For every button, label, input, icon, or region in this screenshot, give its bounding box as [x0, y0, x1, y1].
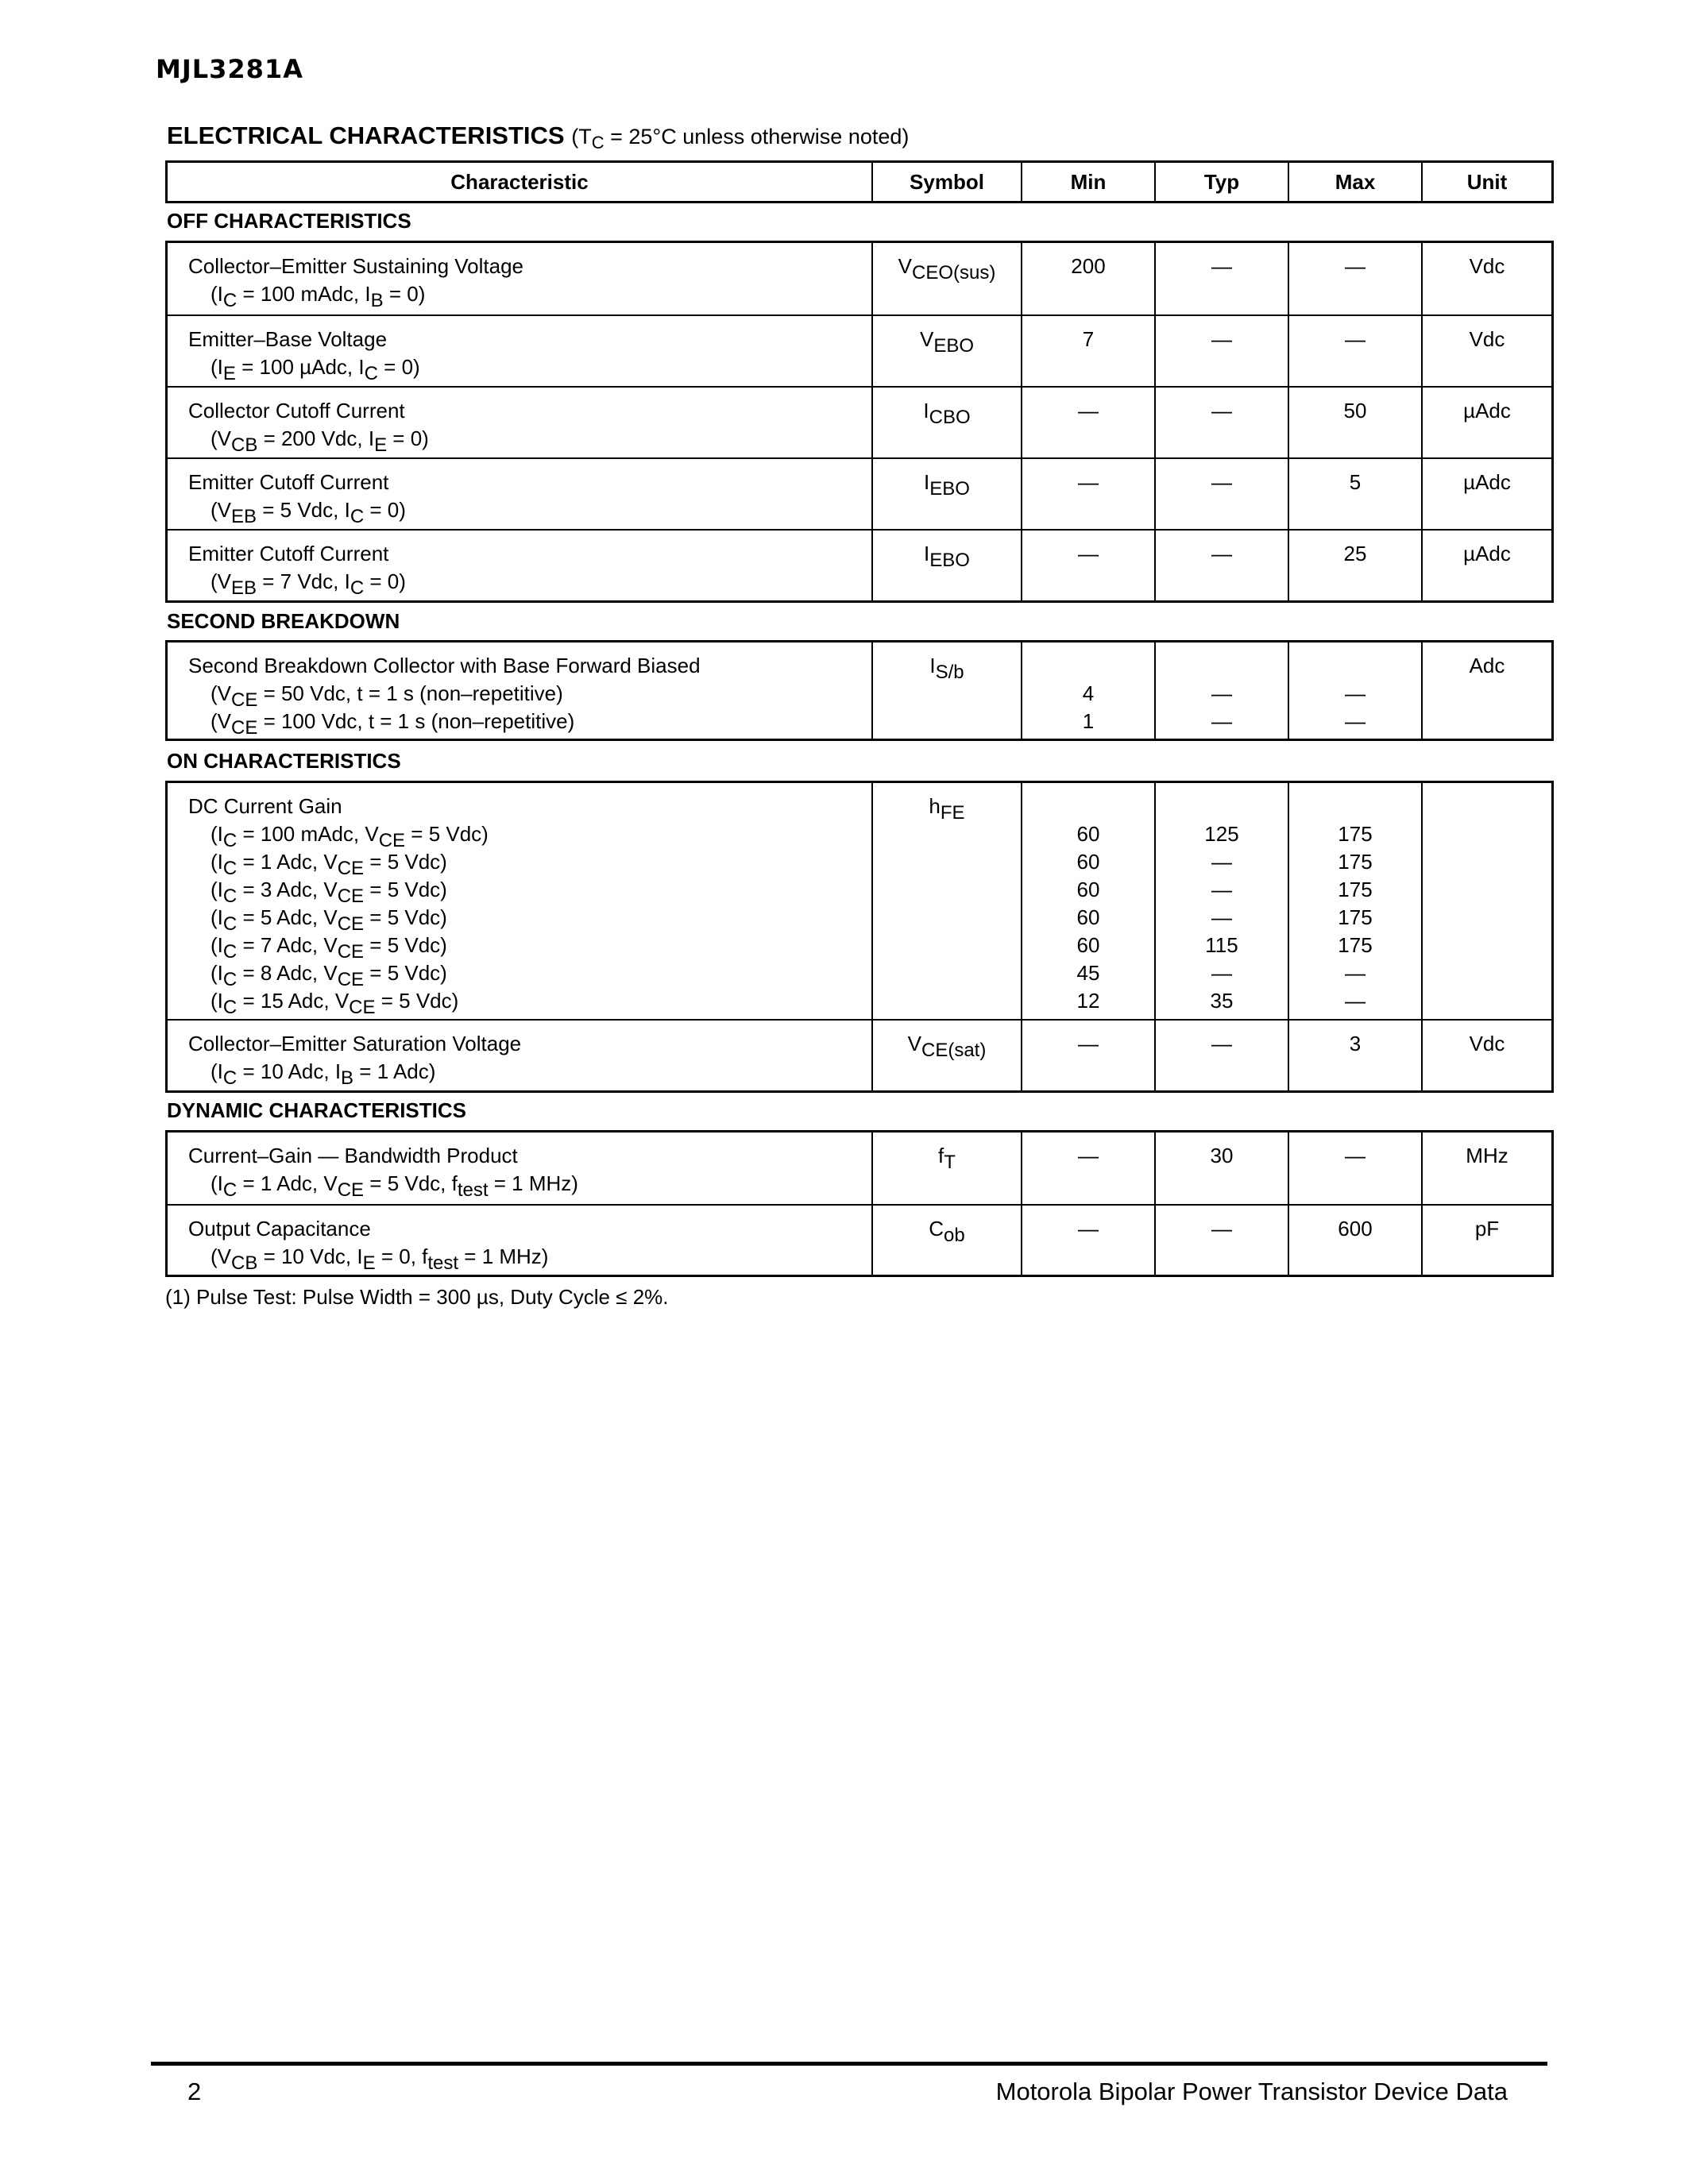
group-second-breakdown-block [165, 640, 1554, 741]
cell-unit: Vdc [1469, 254, 1505, 278]
cell-symbol: $I_{CBO}$ [873, 388, 1022, 457]
table-row [168, 642, 1551, 739]
value-typ: 115 [1205, 933, 1238, 957]
test-condition: ($I_C = 3$ Adc, $V_{CE} = 5$ Vdc) [211, 878, 447, 907]
value-typ: — [1211, 961, 1232, 985]
table-row [168, 1133, 1551, 1204]
value-min: 4 [1082, 681, 1095, 705]
value-min: 7 [1082, 327, 1095, 351]
cell-characteristic [168, 531, 873, 600]
test-condition: ($V_{EB} = 7$ Vdc, $I_C = 0$) [211, 569, 406, 599]
cell-min [1022, 1206, 1156, 1275]
characteristic-name: Current–Gain — Bandwidth Product [188, 1144, 518, 1167]
value-max: 5 [1349, 470, 1362, 494]
group-dynamic-block [165, 1130, 1554, 1277]
header-symbol: Symbol [873, 163, 1022, 201]
table-row [168, 783, 1551, 1019]
value-typ: 125 [1204, 822, 1239, 846]
table-header [165, 160, 1554, 203]
cell-min [1022, 642, 1156, 739]
cell-max [1289, 316, 1423, 386]
value-min: 45 [1076, 961, 1100, 985]
value-max: — [1345, 327, 1365, 351]
cell-characteristic [168, 642, 873, 739]
characteristic-name: Collector–Emitter Sustaining Voltage [188, 254, 524, 278]
test-condition: ($I_C = 10$ Adc, $I_B = 1$ Adc) [211, 1059, 436, 1089]
characteristic-name: Collector–Emitter Saturation Voltage [188, 1032, 522, 1055]
test-condition: ($V_{CB} = 200$ Vdc, $I_E = 0$) [211, 426, 429, 456]
group-label-on: ON CHARACTERISTICS [167, 749, 401, 773]
header-unit: Unit [1466, 169, 1508, 194]
table-row [168, 529, 1551, 600]
cell-symbol: $h_{FE}$ [873, 783, 1022, 1019]
cell-max [1289, 388, 1423, 457]
header-characteristic: Characteristic [168, 163, 873, 201]
footer-publication: Motorola Bipolar Power Transistor Device Data [995, 2078, 1508, 2105]
value-min: — [1078, 399, 1099, 423]
cell-typ [1156, 388, 1289, 457]
cell-min [1022, 1133, 1156, 1204]
cell-min [1022, 1021, 1156, 1090]
cell-symbol: $I_{EBO}$ [873, 459, 1022, 529]
table-row [168, 457, 1551, 529]
cell-max [1289, 783, 1423, 1019]
cell-unit: pF [1474, 1217, 1500, 1241]
value-typ: — [1211, 1032, 1232, 1055]
table-row [168, 314, 1551, 386]
test-condition: ($I_C = 100$ mAdc, $V_{CE} = 5$ Vdc) [211, 822, 489, 851]
cell-unit: MHz [1466, 1144, 1508, 1167]
value-min: 200 [1071, 254, 1106, 278]
value-typ: — [1211, 327, 1232, 351]
cell-characteristic [168, 1133, 873, 1204]
value-min: — [1078, 1217, 1099, 1241]
value-max: 50 [1343, 399, 1367, 423]
cell-min [1022, 783, 1156, 1019]
cell-max [1289, 1133, 1423, 1204]
test-condition: ($V_{CB} = 10$ Vdc, $I_E = 0$, $f_{test} = 1$ MHz) [211, 1244, 549, 1274]
value-typ: 30 [1210, 1144, 1234, 1167]
characteristic-name: Emitter Cutoff Current [188, 470, 389, 494]
test-condition: ($V_{CE} = 50$ Vdc, t = 1 s (non–repetitive) [211, 681, 563, 711]
table-row [168, 1019, 1551, 1090]
cell-symbol: $C_{ob}$ [873, 1206, 1022, 1275]
test-condition: ($I_C = 1$ Adc, $V_{CE} = 5$ Vdc) [211, 850, 447, 879]
value-min: 1 [1082, 709, 1095, 733]
value-min: — [1078, 470, 1099, 494]
value-min: — [1078, 1032, 1099, 1055]
test-condition: ($I_C = 100$ mAdc, $I_B = 0$) [211, 282, 426, 311]
value-min: 60 [1076, 822, 1100, 846]
cell-unit: µAdc [1463, 542, 1511, 565]
characteristic-name: Emitter Cutoff Current [188, 542, 389, 565]
cell-unit: µAdc [1463, 470, 1511, 494]
footnote: (1) Pulse Test: Pulse Width = 300 µs, Duty Cycle ≤ 2%. [165, 1285, 669, 1309]
value-max [1289, 652, 1421, 680]
value-max: — [1345, 254, 1365, 278]
cell-typ [1156, 243, 1289, 314]
cell-min [1022, 316, 1156, 386]
value-min: — [1078, 542, 1099, 565]
cell-max [1289, 1206, 1423, 1275]
value-typ [1156, 793, 1288, 820]
value-typ: — [1211, 399, 1232, 423]
cell-symbol: $V_{CE(sat)}$ [873, 1021, 1022, 1090]
cell-characteristic [168, 316, 873, 386]
value-max: — [1345, 1144, 1365, 1167]
cell-min [1022, 459, 1156, 529]
section-title [167, 122, 909, 153]
characteristic-name: Output Capacitance [188, 1217, 371, 1241]
value-max: 175 [1338, 878, 1373, 901]
value-max: 175 [1338, 850, 1373, 874]
value-min [1022, 652, 1154, 680]
cell-max [1289, 459, 1423, 529]
value-max: 175 [1338, 905, 1373, 929]
cell-unit: µAdc [1463, 399, 1511, 423]
characteristic-name: Emitter–Base Voltage [188, 327, 388, 351]
cell-symbol: $f_T$ [873, 1133, 1022, 1204]
footer-rule [151, 2062, 1547, 2066]
cell-symbol: $V_{CEO(sus)}$ [873, 243, 1022, 314]
characteristic-name: DC Current Gain [188, 794, 342, 818]
value-max: 3 [1349, 1032, 1362, 1055]
value-max: — [1345, 709, 1365, 733]
value-typ: 35 [1210, 989, 1234, 1013]
table-row [168, 243, 1551, 314]
value-max: 600 [1338, 1217, 1373, 1241]
group-on-block [165, 781, 1554, 1093]
cell-min [1022, 531, 1156, 600]
cell-unit [1423, 783, 1551, 1019]
value-typ: — [1211, 905, 1232, 929]
header-min: Min [1022, 163, 1156, 201]
value-typ: — [1211, 850, 1232, 874]
section-title-text: ELECTRICAL CHARACTERISTICS [167, 122, 565, 149]
test-condition: ($V_{EB} = 5$ Vdc, $I_C = 0$) [211, 498, 406, 527]
cell-typ [1156, 783, 1289, 1019]
cell-max [1289, 531, 1423, 600]
cell-typ [1156, 316, 1289, 386]
test-condition: ($I_E = 100$ µAdc, $I_C = 0$) [211, 355, 420, 384]
value-min: 60 [1076, 933, 1100, 957]
test-condition: ($I_C = 5$ Adc, $V_{CE} = 5$ Vdc) [211, 905, 447, 935]
group-label-off: OFF CHARACTERISTICS [167, 209, 411, 233]
section-title-condition: ($T_C = 25^\circ C$ unless otherwise noted) [571, 125, 910, 152]
value-max: — [1345, 681, 1365, 705]
group-label-dynamic: DYNAMIC CHARACTERISTICS [167, 1098, 466, 1122]
cell-max [1289, 243, 1423, 314]
cell-typ [1156, 531, 1289, 600]
cell-unit: Vdc [1469, 327, 1505, 351]
group-off-block [165, 241, 1554, 603]
group-label-second-breakdown: SECOND BREAKDOWN [167, 609, 400, 633]
cell-unit: Adc [1469, 654, 1505, 677]
value-max: 175 [1338, 822, 1373, 846]
test-condition: ($I_C = 7$ Adc, $V_{CE} = 5$ Vdc) [211, 933, 447, 963]
cell-characteristic [168, 1021, 873, 1090]
value-typ: — [1211, 542, 1232, 565]
test-condition: ($V_{CE} = 100$ Vdc, t = 1 s (non–repetitive) [211, 709, 575, 739]
cell-typ [1156, 642, 1289, 739]
cell-characteristic [168, 1206, 873, 1275]
page-number: 2 [187, 2078, 202, 2105]
value-min: — [1078, 1144, 1099, 1167]
value-typ: — [1211, 709, 1232, 733]
test-condition: ($I_C = 1$ Adc, $V_{CE} = 5$ Vdc, $f_{test} = 1$ MHz) [211, 1171, 578, 1201]
value-min: 12 [1076, 989, 1100, 1013]
part-number: MJL3281A [156, 54, 303, 84]
cell-symbol: $I_{EBO}$ [873, 531, 1022, 600]
value-min: 60 [1076, 878, 1100, 901]
cell-typ [1156, 1133, 1289, 1204]
value-min: 60 [1076, 905, 1100, 929]
cell-min [1022, 243, 1156, 314]
cell-max [1289, 1021, 1423, 1090]
header-max: Max [1289, 163, 1423, 201]
value-typ: — [1211, 470, 1232, 494]
cell-symbol: $I_{S/b}$ [873, 642, 1022, 739]
header-typ: Typ [1156, 163, 1289, 201]
test-condition: ($I_C = 15$ Adc, $V_{CE} = 5$ Vdc) [211, 989, 459, 1018]
value-max: 175 [1338, 933, 1373, 957]
cell-unit: Vdc [1469, 1032, 1505, 1055]
test-condition: ($I_C = 8$ Adc, $V_{CE} = 5$ Vdc) [211, 961, 447, 990]
value-typ: — [1211, 1217, 1232, 1241]
value-max: — [1345, 961, 1365, 985]
value-max [1289, 793, 1421, 820]
cell-characteristic [168, 459, 873, 529]
cell-typ [1156, 1021, 1289, 1090]
cell-symbol: $V_{EBO}$ [873, 316, 1022, 386]
cell-characteristic [168, 783, 873, 1019]
value-max: 25 [1343, 542, 1367, 565]
value-min: 60 [1076, 850, 1100, 874]
value-max: — [1345, 989, 1365, 1013]
cell-typ [1156, 459, 1289, 529]
value-typ [1156, 652, 1288, 680]
characteristic-name: Collector Cutoff Current [188, 399, 405, 423]
cell-typ [1156, 1206, 1289, 1275]
cell-characteristic [168, 243, 873, 314]
value-min [1022, 793, 1154, 820]
cell-min [1022, 388, 1156, 457]
table-row [168, 386, 1551, 457]
value-typ: — [1211, 878, 1232, 901]
cell-max [1289, 642, 1423, 739]
cell-characteristic [168, 388, 873, 457]
characteristic-name: Second Breakdown Collector with Base Forward Biased [188, 654, 701, 677]
table-row [168, 1204, 1551, 1275]
value-typ: — [1211, 254, 1232, 278]
value-typ: — [1211, 681, 1232, 705]
